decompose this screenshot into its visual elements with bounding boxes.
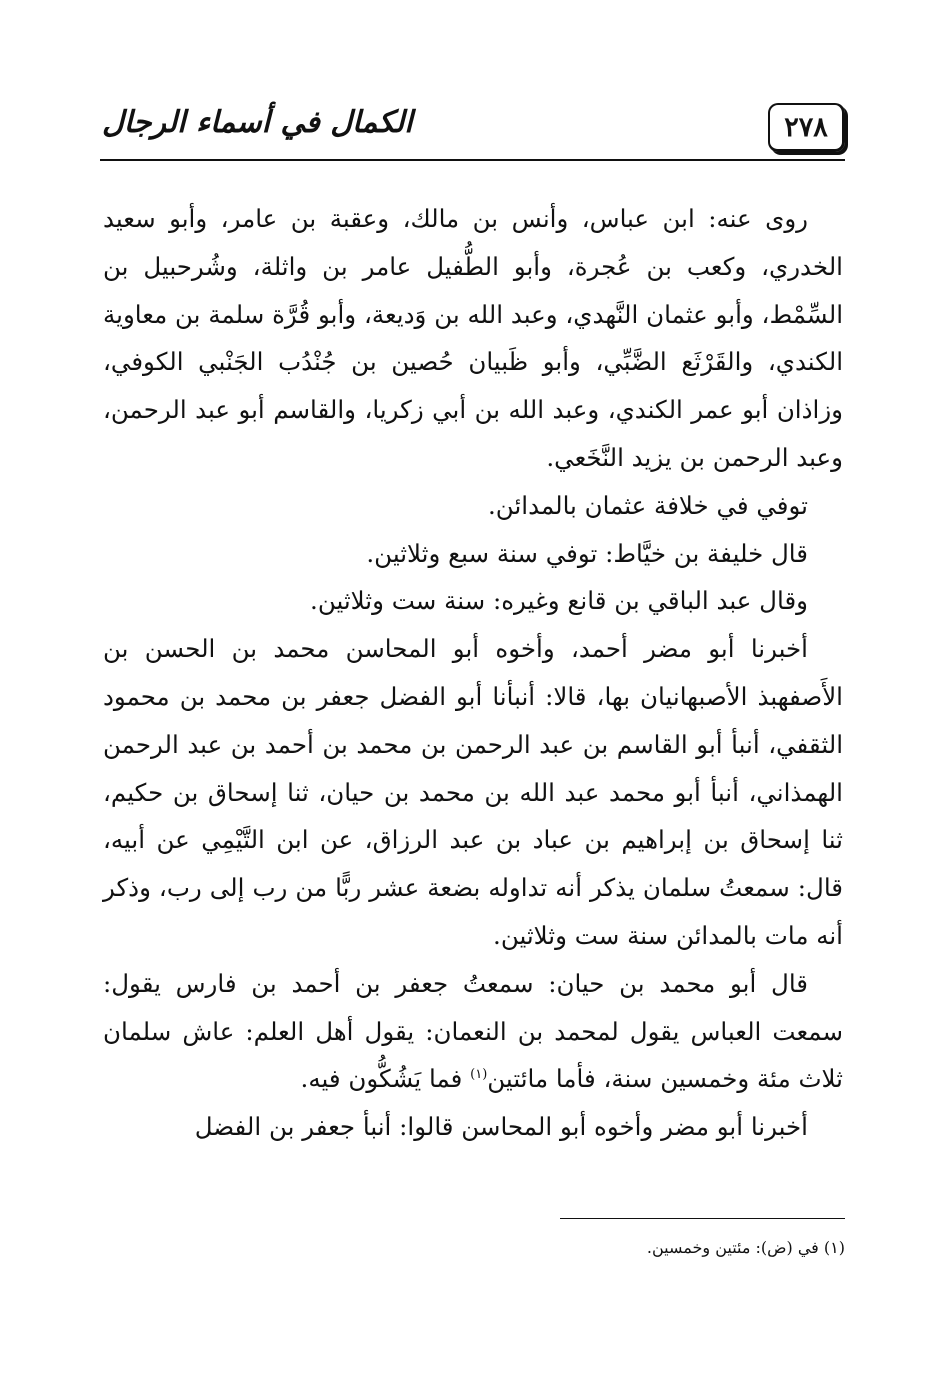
book-title: الكمال في أسماء الرجال xyxy=(102,105,413,140)
paragraph-death: توفي في خلافة عثمان بالمدائن. xyxy=(488,490,808,520)
page-number: ٢٧٨ xyxy=(768,103,845,152)
paragraph-isnad-2: أخبرنا أبو مضر وأخوه أبو المحاسن قالوا: أنبأ جعفر بن الفضل xyxy=(194,1112,808,1142)
paragraph-ibn-hayyan xyxy=(103,960,843,1103)
header-rule xyxy=(100,159,845,161)
paragraph-abd-albaqi: وقال عبد الباقي بن قانع وغيره: سنة ست وثلاثين. xyxy=(310,586,808,616)
page-header xyxy=(100,95,845,165)
footnote-rule xyxy=(560,1218,845,1219)
footnote-marker: (١) xyxy=(470,1067,488,1083)
body-text xyxy=(103,195,843,1151)
paragraph-narrators: روى عنه: ابن عباس، وأنس بن مالك، وعقبة بن عامر، وأبو سعيد الخدري، وكعب بن عُجرة، وأبو الطُّفيل عامر بن واثلة، وشُرحبيل بن السِّمْط، وأبو عثمان النَّهدي، وعبد الله بن وَديعة، وأبو قُرَّة سلمة بن معاوية الكندي، والقَرْثَع الضَّبِّي، وأبو ظَبيان حُصين بن جُنْدُب الجَنْبي الكوفي، وزاذان أبو عمر الكندي، وعبد الله بن أبي زكريا، والقاسم أبو عبد الرحمن، وعبد الرحمن بن يزيد النَّخَعي. xyxy=(103,204,843,472)
paragraph-ibn-hayyan-text: قال أبو محمد بن حيان: سمعتُ جعفر بن أحمد بن فارس يقول: سمعت العباس يقول لمحمد بن النعمان: يقول أهل العلم: عاش سلمان ثلاث مئة وخمسين سنة، فأما مائتين xyxy=(103,968,843,1094)
paragraph-ibn-hayyan-end: فما يَشُكُّون فيه. xyxy=(300,1064,471,1094)
footnote: (١) في (ض): مئتين وخمسين. xyxy=(646,1238,845,1257)
paragraph-khalifa: قال خليفة بن خيَّاط: توفي سنة سبع وثلاثين. xyxy=(366,538,808,568)
paragraph-isnad-1: أخبرنا أبو مضر أحمد، وأخوه أبو المحاسن محمد بن الحسن بن الأَصفهبذ الأصبهانيان بها، قالا: أنبأنا أبو الفضل جعفر بن محمد بن محمود الثقفي، أنبأ أبو القاسم بن عبد الرحمن بن محمد بن أحمد بن عبد الرحمن الهمذاني، أنبأ أبو محمد عبد الله بن محمد بن حيان، ثنا إسحاق بن حكيم، ثنا إسحاق بن إبراهيم بن عباد بن عبد الرزاق، عن ابن التَّيْمِي عن أبيه، قال: سمعتُ سلمان يذكر أنه تداوله بضعة عشر ربًّا من رب إلى رب، وذكر أنه مات بالمدائن سنة ست وثلاثين. xyxy=(103,634,843,950)
